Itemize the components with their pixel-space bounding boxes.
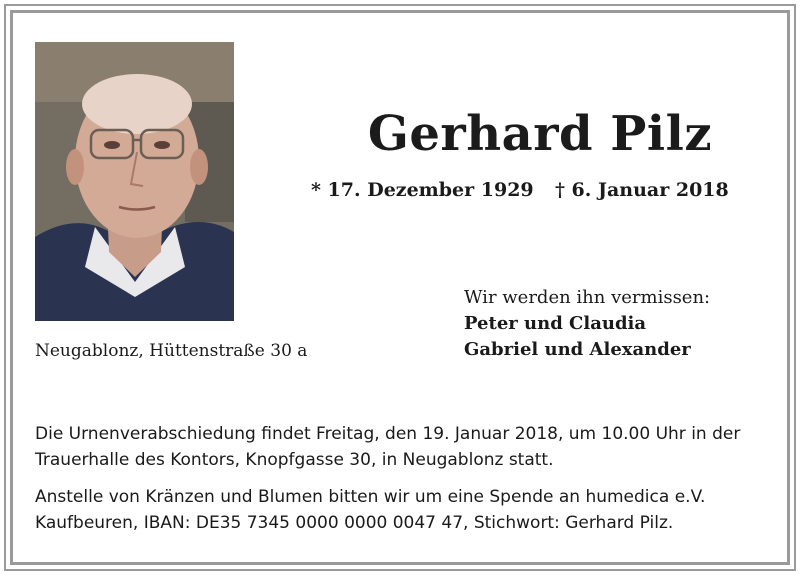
- ceremony-line: Trauerhalle des Kontors, Knopfgasse 30, in Neugablonz statt.: [35, 450, 554, 470]
- mourner-name: Peter und Claudia: [464, 313, 647, 334]
- death-date: † 6. Januar 2018: [555, 179, 729, 201]
- mourners-block: [464, 285, 710, 363]
- portrait-photo: [35, 42, 234, 321]
- ceremony-line: Die Urnenverabschiedung findet Freitag, den 19. Januar 2018, um 10.00 Uhr in der: [35, 424, 741, 444]
- mourner-name: Gabriel und Alexander: [464, 339, 691, 360]
- mourners-lead: Wir werden ihn vermissen:: [464, 287, 711, 308]
- address: Neugablonz, Hüttenstraße 30 a: [35, 341, 308, 361]
- birth-date: * 17. Dezember 1929: [311, 179, 534, 201]
- ceremony-paragraph: [35, 421, 775, 473]
- donation-line: Anstelle von Kränzen und Blumen bitten wir um eine Spende an humedica e.V.: [35, 487, 706, 507]
- donation-line: Kaufbeuren, IBAN: DE35 7345 0000 0000 0047 47, Stichwort: Gerhard Pilz.: [35, 513, 674, 533]
- deceased-name: Gerhard Pilz: [367, 106, 713, 162]
- donation-paragraph: [35, 484, 775, 536]
